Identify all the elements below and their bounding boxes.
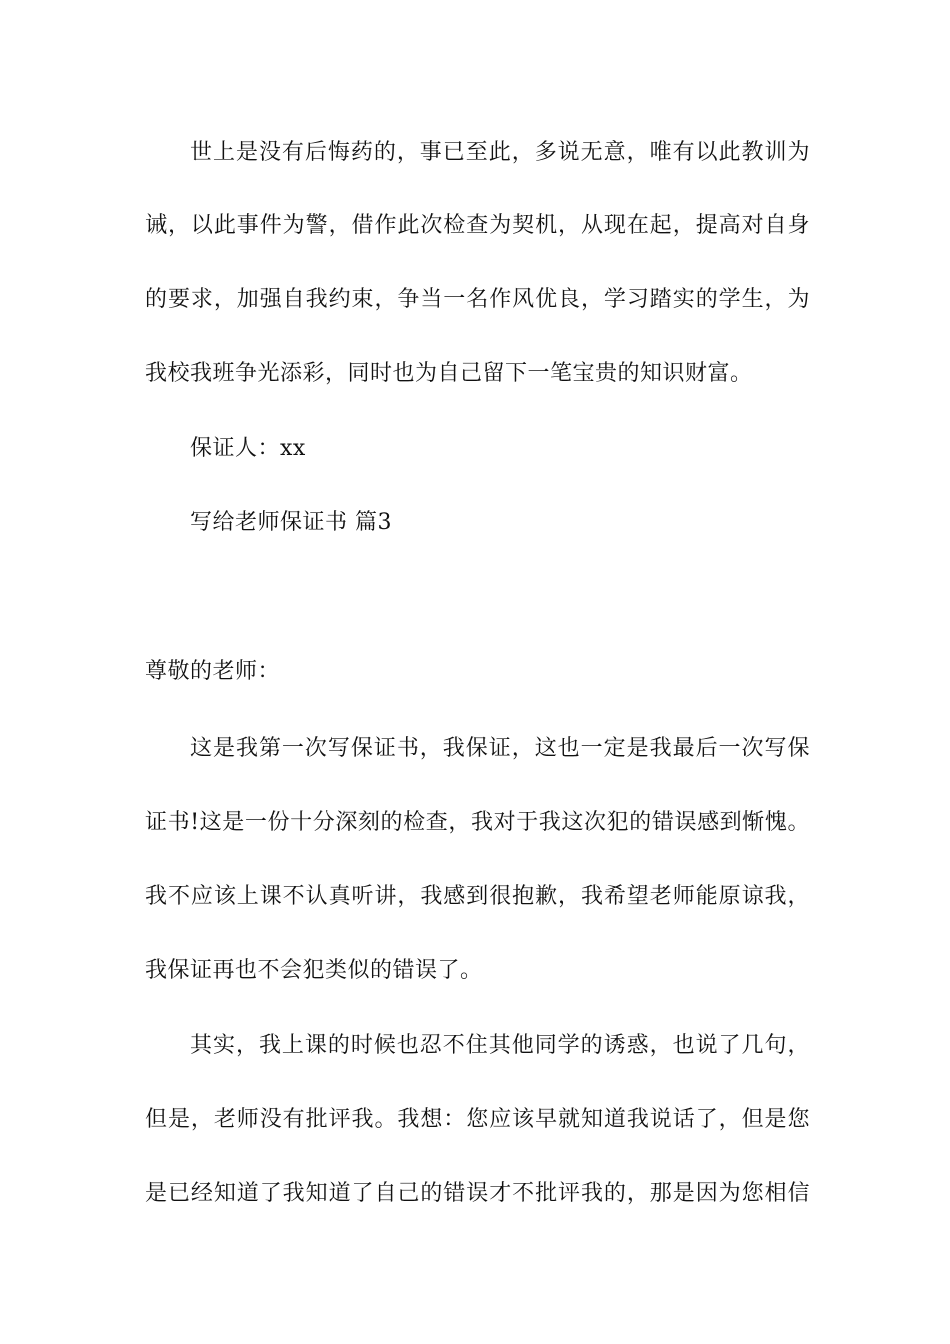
paragraph-3-line-3: 是已经知道了我知道了自己的错误才不批评我的，那是因为您相信 bbox=[145, 1181, 810, 1206]
paragraph-2-line-2: 证书!这是一份十分深刻的检查，我对于我这次犯的错误感到惭愧。 bbox=[145, 810, 810, 835]
paragraph-3-line-2: 但是，老师没有批评我。我想：您应该早就知道我说话了，但是您 bbox=[145, 1107, 810, 1132]
salutation: 尊敬的老师： bbox=[145, 659, 281, 684]
paragraph-2-line-3: 我不应该上课不认真听讲，我感到很抱歉，我希望老师能原谅我， bbox=[145, 884, 810, 909]
paragraph-2-line-1: 这是我第一次写保证书，我保证，这也一定是我最后一次写保 bbox=[190, 736, 810, 761]
paragraph-1-line-1: 世上是没有后悔药的，事已至此，多说无意，唯有以此教训为 bbox=[190, 140, 810, 165]
paragraph-3-line-1: 其实，我上课的时候也忍不住其他同学的诱惑，也说了几句， bbox=[190, 1033, 810, 1058]
section-title: 写给老师保证书 篇3 bbox=[190, 510, 392, 535]
paragraph-1-line-3: 的要求，加强自我约束，争当一名作风优良，学习踏实的学生，为 bbox=[145, 287, 810, 312]
paragraph-1-line-2: 诫，以此事件为警，借作此次检查为契机，从现在起，提高对自身 bbox=[145, 213, 810, 238]
paragraph-1-line-4: 我校我班争光添彩，同时也为自己留下一笔宝贵的知识财富。 bbox=[145, 361, 753, 386]
guarantor-signature: 保证人：xx bbox=[190, 436, 306, 461]
paragraph-2-line-4: 我保证再也不会犯类似的错误了。 bbox=[145, 958, 483, 983]
